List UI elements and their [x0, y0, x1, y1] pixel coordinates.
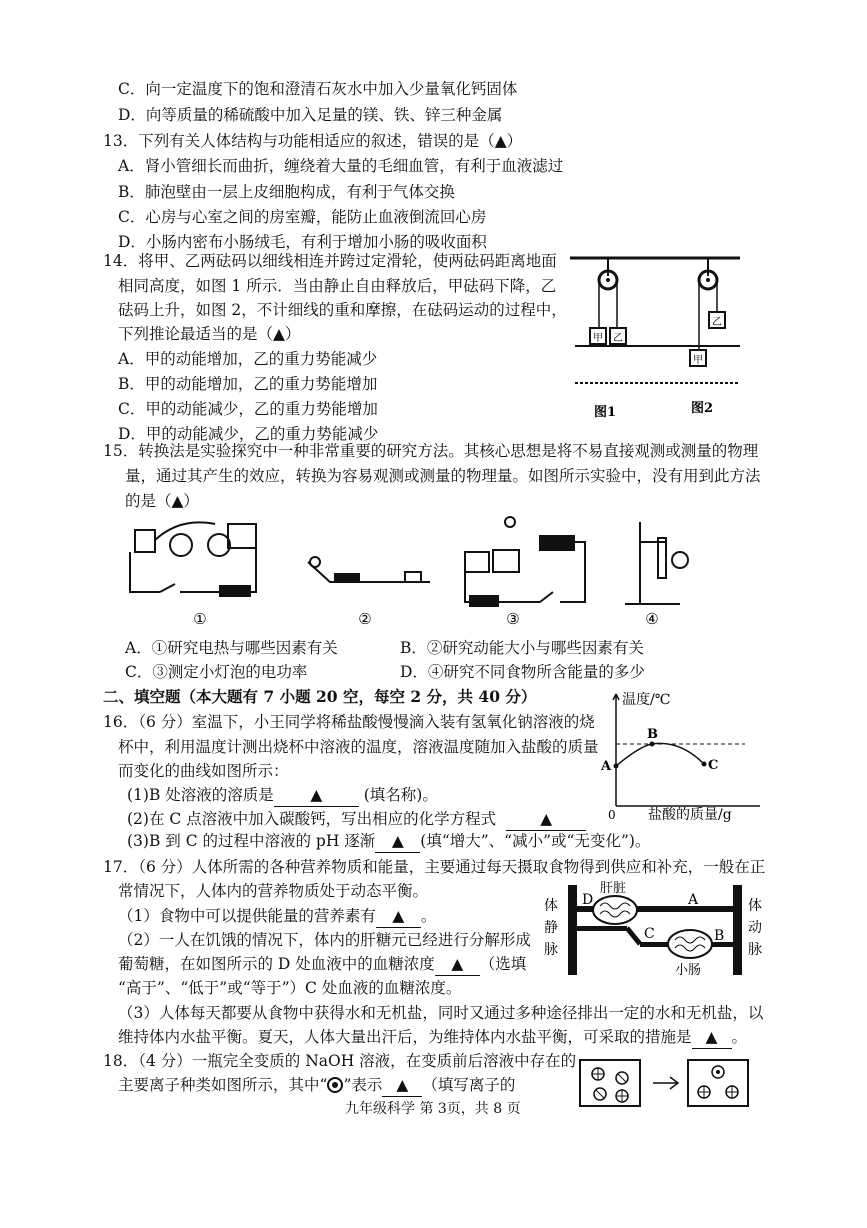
- q12-option-c: C．向一定温度下的饱和澄清石灰水中加入少量氧化钙固体: [118, 80, 518, 98]
- q17-sub-2d: “高于”、“低于”或“等于”）C 处血液的血糖浓度。: [118, 979, 462, 997]
- mass-yi-label: 乙: [613, 333, 623, 344]
- graph-origin: 0: [608, 808, 616, 822]
- q14-option-d: D．甲的动能减少，乙的重力势能减少: [118, 425, 379, 443]
- point-a-label: A: [601, 759, 612, 774]
- point-c-label: C: [708, 758, 719, 773]
- q17-stem-1: 17．（6 分）人体所需的各种营养物质和能量，主要通过每天摄取食物得到供应和补充，一般在正: [103, 858, 766, 876]
- answer-blank[interactable]: ▲: [274, 784, 359, 807]
- section-2-heading: 二、填空题（本大题有 7 小题 20 空，每空 2 分，共 40 分）: [103, 687, 537, 706]
- q13-option-d: D．小肠内密布小肠绒毛，有利于增加小肠的吸收面积: [118, 233, 487, 251]
- experiment-figures: [120, 512, 700, 630]
- intestine-icon: [668, 930, 712, 958]
- mass-jia-label: 甲: [593, 333, 603, 344]
- q17-sub-3b: 维持体内水盐平衡。夏天，人体大量出汗后，为维持体内水盐平衡，可采取的措施是 ▲ 。: [118, 1026, 747, 1049]
- fig-label-1: ①: [193, 610, 207, 628]
- liver-icon: [593, 896, 637, 924]
- experiment-4-stand: [625, 522, 688, 604]
- q15-stem-2: 量，通过其产生的效应，转换为容易观测或测量的物理量。如图所示实验中，没有用到此方法: [125, 467, 761, 485]
- point-c-label: C: [644, 926, 655, 942]
- q16-stem-3: 而变化的曲线如图所示：: [118, 762, 289, 780]
- point-b-label: B: [714, 928, 725, 944]
- svg-text:静: 静: [544, 920, 558, 936]
- pulley-figure: [570, 250, 750, 425]
- q16-sub-2: (2)在 C 点溶液中加入碳酸钙，写出相应的化学方程式 ▲: [127, 808, 586, 831]
- fig-label-2: ②: [358, 610, 372, 628]
- svg-text:脉: 脉: [544, 942, 558, 958]
- answer-blank[interactable]: ▲: [506, 808, 586, 831]
- q14-option-b: B．甲的动能增加，乙的重力势能增加: [118, 375, 378, 393]
- answer-blank[interactable]: ▲: [375, 830, 420, 853]
- ion-diagram: [578, 1058, 758, 1108]
- circulation-diagram: [540, 880, 770, 980]
- q14-option-c: C．甲的动能减少，乙的重力势能增加: [118, 400, 378, 418]
- pulley-fig-1: [590, 258, 626, 344]
- experiment-1-circuit: [130, 522, 256, 596]
- q18-stem-2: 主要离子种类如图所示，其中“ ”表示 ▲ （填写离子的: [118, 1074, 515, 1097]
- q16-sub-3: (3)B 到 C 的过程中溶液的 pH 逐渐 ▲ (填“增大”、“减小”或“无变化”)。: [127, 830, 650, 853]
- experiment-3-circuit: [465, 517, 585, 606]
- svg-text:脉: 脉: [748, 942, 762, 958]
- pulley-fig-2: [690, 258, 725, 366]
- arrow-right-icon: [653, 1077, 678, 1089]
- q17-sub-2b: 葡萄糖，在如图所示的 D 处血液中的血糖浓度 ▲ （选填: [118, 953, 526, 976]
- q15-option-a: A．①研究电热与哪些因素有关: [125, 639, 338, 657]
- q15-option-d: D．④研究不同食物所含能量的多少: [400, 663, 645, 681]
- answer-blank[interactable]: ▲: [435, 953, 480, 976]
- intestine-label: 小肠: [675, 963, 702, 978]
- fig-label-4: ④: [645, 610, 659, 628]
- answer-blank[interactable]: ▲: [382, 1074, 422, 1097]
- svg-text:体: 体: [748, 898, 762, 914]
- ion-icon: [327, 1077, 343, 1093]
- temperature-graph: [600, 688, 770, 823]
- q14-stem-1: 14．将甲、乙两砝码以细线相连并跨过定滑轮，使两砝码距离地面: [103, 252, 557, 270]
- q17-stem-2: 常情况下，人体内的营养物质处于动态平衡。: [118, 882, 429, 900]
- q16-stem-2: 杯中，利用温度计测出烧杯中溶液的温度，溶液温度随加入盐酸的质量: [118, 738, 599, 756]
- svg-text:甲: 甲: [693, 355, 703, 366]
- q17-sub-3a: （3）人体每天都要从食物中获得水和无机盐，同时又通过多种途径排出一定的水和无机盐，以: [118, 1004, 764, 1022]
- fig-label-3: ③: [506, 610, 520, 628]
- point-a-label: A: [688, 892, 699, 908]
- q12-option-d: D．向等质量的稀硫酸中加入足量的镁、铁、锌三种金属: [118, 106, 503, 124]
- q13-option-c: C．心房与心室之间的房室瓣，能防止血液倒流回心房: [118, 208, 487, 226]
- experiment-2-ramp: [308, 557, 430, 582]
- q16-stem-1: 16．（6 分）室温下，小王同学将稀盐酸慢慢滴入装有氢氧化钠溶液的烧: [103, 713, 595, 731]
- svg-text:体: 体: [544, 898, 558, 914]
- q18-stem-1: 18．（4 分）一瓶完全变质的 NaOH 溶液，在变质前后溶液中存在的: [103, 1052, 577, 1070]
- answer-blank[interactable]: ▲: [376, 905, 421, 928]
- fig-2-caption: 图2: [690, 401, 714, 416]
- answer-blank[interactable]: ▲: [692, 1026, 732, 1049]
- liver-label: 肝脏: [600, 881, 627, 896]
- fig-1-caption: 图1: [593, 405, 617, 420]
- svg-text:乙: 乙: [712, 317, 722, 328]
- q13-stem: 13．下列有关人体结构与功能相适应的叙述，错误的是（▲）: [103, 132, 523, 150]
- q17-sub-1: （1）食物中可以提供能量的营养素有 ▲ 。: [118, 905, 436, 928]
- svg-text:动: 动: [748, 920, 762, 936]
- point-b-label: B: [647, 727, 658, 742]
- q17-sub-2a: （2）一人在饥饿的情况下，体内的肝糖元已经进行分解形成: [118, 931, 531, 949]
- q15-option-c: C．③测定小灯泡的电功率: [125, 663, 308, 681]
- q14-stem-4: 下列推论最适当的是（▲）: [118, 325, 301, 343]
- q15-stem-3: 的是（▲）: [125, 492, 199, 510]
- q13-option-a: A．肾小管细长而曲折，缠绕着大量的毛细血管，有利于血液滤过: [118, 157, 564, 175]
- q14-option-a: A．甲的动能增加，乙的重力势能减少: [118, 350, 378, 368]
- q16-sub-1: (1)B 处溶液的溶质是 ▲ (填名称)。: [127, 784, 438, 807]
- q14-stem-2: 相同高度，如图 1 所示．当由静止自由释放后，甲砝码下降，乙: [118, 277, 557, 295]
- q14-stem-3: 砝码上升，如图 2，不计细线的重和摩擦，在砝码运动的过程中，: [118, 301, 567, 319]
- graph-ylabel: 温度/℃: [622, 692, 671, 708]
- page-footer: 九年级科学 第 3页，共 8 页: [345, 1101, 521, 1117]
- graph-xlabel: 盐酸的质量/g: [648, 807, 732, 823]
- q15-stem-1: 15．转换法是实验探究中一种非常重要的研究方法。其核心思想是将不易直接观测或测量的物理: [103, 442, 759, 460]
- q15-option-b: B．②研究动能大小与哪些因素有关: [400, 639, 644, 657]
- q13-option-b: B．肺泡壁由一层上皮细胞构成，有利于气体交换: [118, 183, 455, 201]
- point-d-label: D: [582, 892, 594, 908]
